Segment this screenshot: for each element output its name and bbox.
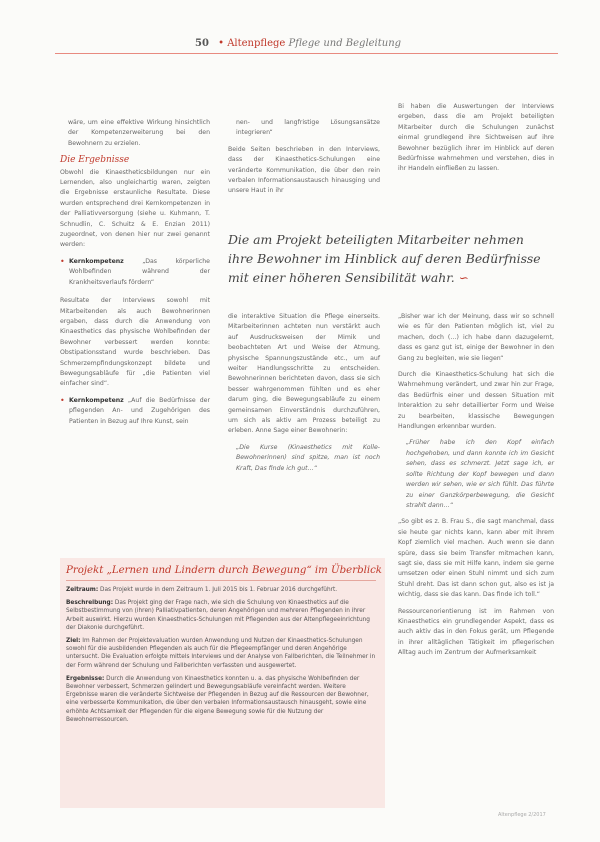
- col1-paragraph: Resultate der Interviews sowohl mit Mitarbeitenden als auch Bewohnerinnen ergaben, dass durch die Anwendung von Kinaesthetics das physische Wohlbefinden der Bewohner verbessert werden konnte: Obstipationsstand wurde beschrieben. Das Schmerzempfindungskonzept bildete und Bewegungsabläufe für „die Patienten viel einfacher sind“.: [60, 297, 210, 388]
- overview-row-label: Ziel:: [66, 638, 81, 645]
- col1-paragraph: Obwohl die Kinaestheticsbildungen nur ein Lernenden, also ungleichartig waren, zeigten die Ergebnisse erstaunliche Resultate. Diese wurden entsprechend drei Kernkompetenzen in der Palliativversorgung (siehe u. Kuhmann, T. Schnudlin, C. Schuitz & E. Enzian 2011) zugeordnet, von denen hier nur zwei genannt werden:: [60, 168, 210, 249]
- col3-paragraph: Ressourcenorientierung ist im Rahmen von Kinaesthetics ein grundlegender Aspekt, dass es auch aktiv das in den Fokus gerät, um Pflegende in ihrer alltäglichen Tätigkeit im pflegerischen Alltag auch im Zentrum der Aufmerksamkeit: [398, 607, 554, 657]
- overview-row: [66, 586, 378, 594]
- bullet-text: „Das körperliche Wohlbefinden während der Krankheitsverlaufs fördern“: [69, 257, 210, 286]
- overview-box-rule: [66, 580, 376, 581]
- overview-row-label: Beschreibung:: [66, 600, 114, 607]
- overview-row: [66, 599, 378, 632]
- header-rule: [55, 53, 558, 54]
- overview-row-label: Ergebnisse:: [66, 675, 105, 682]
- bullet-label: Kernkompetenz: [69, 396, 124, 404]
- overview-row-text: Im Rahmen der Projektevaluation wurden Anwendung und Nutzen der Kinaesthetics-Schulungen sowohl für die ausbildenden Pflegenden als auch für die Pflegeempfänger und deren Angehörige untersucht. Die Evaluation erfolgte mittels Interviews und der Analyse von Fallberichten, die Teilnehmer in der Form während der Schulung und Fallberichten verfassten und ausgewertet.: [66, 638, 376, 669]
- column-middle-bottom: [228, 312, 380, 480]
- column-right-bottom: [398, 312, 554, 665]
- bullet-text: „Auf die Bedürfnisse der pflegenden An- und Zugehörigen des Patienten in Bezug auf Ihre Kunst, sein: [69, 396, 210, 425]
- header-section: Altenpflege: [227, 38, 286, 49]
- page-number: 50: [195, 38, 209, 49]
- squiggle-icon: ∽: [458, 271, 469, 285]
- overview-row-label: Zeitraum:: [66, 587, 99, 593]
- col2-paragraph: die interaktive Situation die Pflege einerseits. Mitarbeiterinnen achteten nun verstärkt auch auf Ausdrucksweisen der Mimik und beobachteten Art und Weise der Atmung, physische Spannungszustände etc., um auf weiter Handlungsschritte zu entscheiden. Bewohnerinnen berichteten davon, dass sie sich besser wahrgenommen fühlten und es eher darum ging, die Bewegungsabläufe zu einem gemeinsamen Einverständnis durchzuführen, um sich als aktiv am Prozess beteiligt zu erleben. Anne Sage einer Bewohnerin:: [228, 313, 380, 435]
- header-separator: •: [218, 38, 225, 49]
- col3-quote: „So gibt es z. B. Frau S., die sagt manchmal, dass sie heute gar nichts kann, kann aber mit ihrem Kopf ziemlich viel machen. Auch wenn sie dann spüre, dass sie beim Transfer mitmachen kann, sagt sie, dass sie mit Hilfe kann, indem sie gerne umsetzen oder einen Stuhl nimmt und sich zum Stuhl dreht. Das ist dann schon gut, also es ist ja wichtig, dass sie das kann. Das finde ich toll.“: [398, 518, 554, 599]
- overview-row: [66, 637, 378, 670]
- col3-quote: „Früher habe ich den Kopf einfach hochgehoben, und dann konnte ich im Gesicht sehen, dass es schmerzt. Jetzt sage ich, er sollte Richtung der Kopf bewegen und dann werden wir sehen, wie er sich fühlt. Das führte zu einer Ganzkörperbewegung, die Gesicht strahlt dann…“: [406, 439, 554, 509]
- col2-quote: „Die Kurse (Kinaesthetics mit Kolle- Bewohnerinnen) sind spitze, man ist noch Kraft, Das finde ich gut…“: [236, 443, 380, 472]
- overview-row-text: Durch die Anwendung von Kinaesthetics konnten u. a. das physische Wohlbefinden der Bewohner verbessert, Schmerzen gelindert und Bewegungsabläufe vereinfacht werden. Weitere Ergebnisse waren die veränderte Sichtweise der Pflegenden in Bezug auf die Ressourcen der Bewohner, eine verbesserte Kommunikation, die über den verbalen Informationsaustausch hinausgeht, sowie eine erhöhte Achtsamkeit der Pflegenden für die eigene Bewegung sowie für die Nutzung der Bewohnerressourcen.: [66, 675, 369, 723]
- bullet-item: [60, 396, 210, 427]
- overview-box-title: Projekt „Lernen und Lindern durch Bewegung“ im Überblick: [66, 565, 382, 576]
- overview-box-body: [66, 586, 378, 729]
- pull-quote-text: Die am Projekt beteiligten Mitarbeiter nehmen ihre Bewohner im Hinblick auf deren Bedürfnisse mit einer höheren Sensibilität wahr.: [228, 232, 541, 285]
- bullet-label: Kernkompetenz: [69, 257, 124, 265]
- overview-row: [66, 675, 378, 724]
- column-middle-top: [228, 118, 380, 203]
- header-subtitle: Pflege und Begleitung: [288, 38, 402, 49]
- col3-paragraph: Bi haben die Auswertungen der Interviews ergeben, dass die am Projekt beteiligten Mitarbeiter durch die Schulungen zunächst einmal grundlegend ihre Sichtweisen auf ihre Bewohner bezüglich ihrer im Hinblick auf deren Bedürfnisse wahrnehmen und verstehen, dies in ihr Handeln einfließen zu lassen.: [398, 103, 554, 173]
- col2-intro: nen- und langfristige Lösungsansätze integrieren“: [236, 119, 380, 137]
- col2-paragraph: Beide Seiten beschrieben in den Interviews, dass der Kinaesthetics-Schulungen eine veränderte Kommunikation, die über den rein verbalen Informationsaustausch hinausging und unsere Haut in ihr: [228, 145, 380, 195]
- bullet-item: [60, 257, 210, 288]
- col1-intro: wäre, um eine effektive Wirkung hinsichtlich der Kompetenzerweiterung bei den Bewohnern zu erzielen.: [68, 119, 210, 147]
- running-header: [195, 38, 401, 49]
- results-heading: Die Ergebnisse: [60, 155, 130, 166]
- page-footer: Altenpflege 2/2017: [498, 812, 546, 818]
- overview-row-text: Das Projekt wurde in dem Zeitraum 1. Juli 2015 bis 1. Februar 2016 durchgeführt.: [100, 587, 338, 593]
- column-right-top: [398, 102, 554, 181]
- column-left: [60, 118, 210, 435]
- col3-paragraph: Durch die Kinaesthetics-Schulung hat sich die Wahrnehmung verändert, und zwar hin zur Frage, das Bedürfnis einer und dessen Situation mit Interaktion zu sehr detaillierter Form und Weise zu bearbeiten, klassische Bewegungen Handlungen erkennbar wurden.: [398, 371, 554, 431]
- overview-row-text: Das Projekt ging der Frage nach, wie sich die Schulung von Kinaesthetics auf die Selbstbestimmung von (ihren) Palliativpatienten, deren Angehörigen und mehreren Pflegenden in ihrer Arbeit auswirkt. Hierzu wurden Kinaesthetics-Schulungen mit Pflegenden aus der Altenpflegeeinrichtung der Diakonie durchgeführt.: [66, 600, 370, 631]
- col3-paragraph: „Bisher war ich der Meinung, dass wir so schnell wie es für den Patienten möglich ist, viel zu machen, doch (…) ich habe dann dazugelernt, dass es ganz gut ist, einige der Bewohner in den Gang zu begleiten, wie sie liegen“: [398, 313, 554, 362]
- pull-quote: [228, 230, 553, 288]
